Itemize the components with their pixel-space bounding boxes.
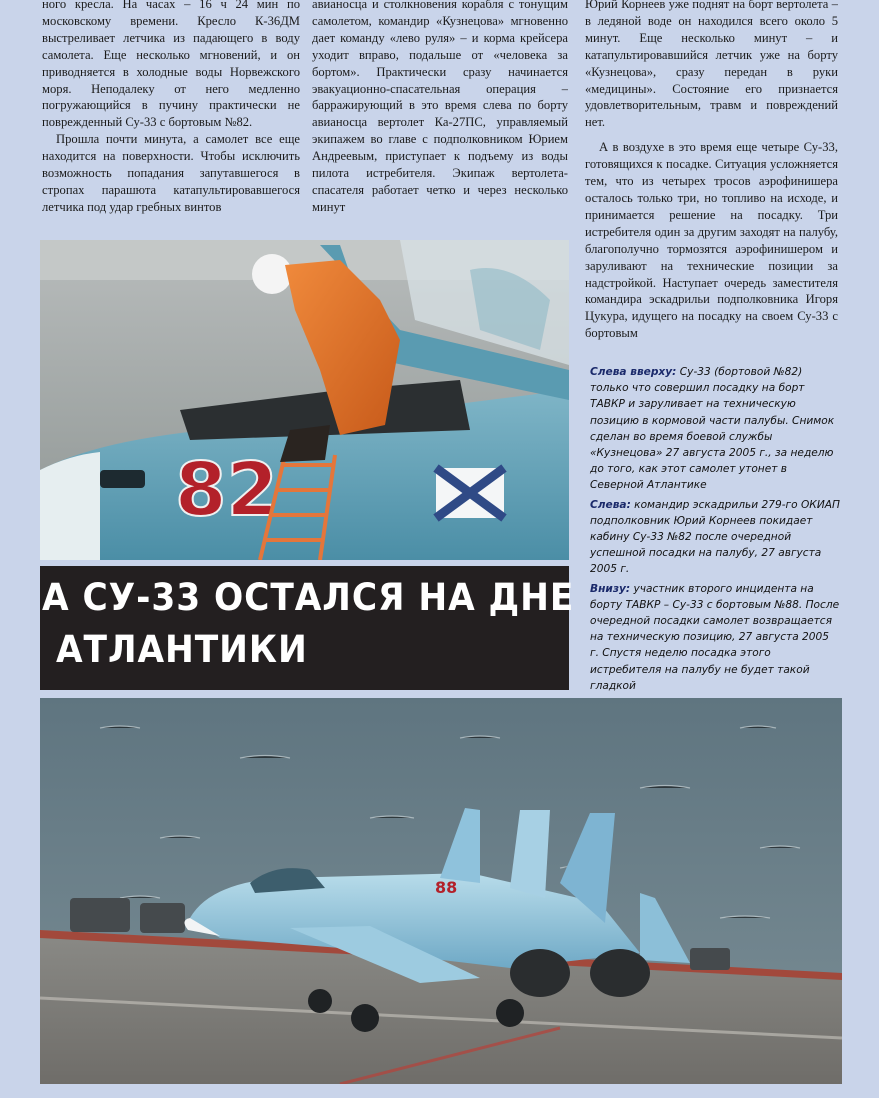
photo-su33-on-deck <box>40 698 842 1084</box>
caption-text: Су-33 (бортовой №82) только что совершил посадку на борт ТАВКР и заруливает на техническую позицию в кормовой части палубы. Снимок сделан во время боевой службы «Кузнецова» 27 августа 2005 г., за неделю до того, как этот самолет утонет в Северной Атлантике <box>590 366 835 492</box>
article-column-3 <box>585 0 838 348</box>
caption-label: Слева: <box>590 498 631 511</box>
caption-top-left <box>590 364 840 494</box>
photo-pilot-exiting-cockpit <box>40 240 569 560</box>
paragraph: авианосца и столкновения корабля с тонущим самолетом, командир «Кузнецова» мгновенно дает команду «лево руля» – и корма крейсера уходит вправо, подальше от «человека за бортом». Практически сразу начинается эвакуационно-спасательная операция – барражирующий в это время слева по борту авианосца вертолет Ка-27ПС, управляемый экипажем во главе с подполковником Юрием Андреевым, приступает к подъему из воды пилота истребителя. Экипаж вертолета-спасателя работает четко и через несколько минут <box>312 0 568 214</box>
caption-left <box>590 497 840 578</box>
headline-line-2: АТЛАНТИКИ <box>56 628 308 671</box>
tail-number: 88 <box>435 878 458 897</box>
caption-text: командир эскадрильи 279-го ОКИАП подполковник Юрий Корнеев покидает кабину Су-33 №82 после очередной успешной посадки на палубу, 27 августа 2005 г. <box>590 498 840 576</box>
paragraph: Прошла почти минута, а самолет все еще находится на поверхности. Чтобы исключить возможность попадания запутавшегося в стропах парашюта катапультировавшегося летчика под удар гребных винтов <box>42 132 300 214</box>
article-column-2 <box>312 0 568 234</box>
paragraph: А в воздухе в это время еще четыре Су-33, готовящихся к посадке. Ситуация усложняется тем, что из четырех тросов аэрофинишера осталось только три, но топливо на исходе, и принимается решение на посадку. Три истребителя один за другим заходят на палубу, благополучно тормозятся аэрофинишером и заруливают на технические позиции за надстройкой. Наступает очередь заместителя командира эскадрильи подполковника Игоря Цукура, идущего на посадку на своем Су-33 с бортовым <box>585 140 838 341</box>
caption-text: участник второго инцидента на борту ТАВКР – Су-33 с бортовым №88. После очередной посадки самолет возвращается на техническую позицию, 27 августа 2005 г. Спустя неделю посадка этого истребителя на палубу не будет такой гладкой <box>590 582 840 692</box>
article-headline <box>40 566 575 690</box>
caption-bottom <box>590 581 840 694</box>
article-column-1 <box>42 0 300 234</box>
headline-line-1: А СУ-33 ОСТАЛСЯ НА ДНЕ <box>42 576 575 619</box>
paragraph: ного кресла. На часах – 16 ч 24 мин по московскому времени. Кресло К-36ДМ выстреливает летчика из падающего в воду самолета. Еще несколько мгновений, и он приводняется в холодные воды Норвежского моря. Неподалеку от него медленно погружающийся в пучину практически не поврежденный Су-33 с бортовым №82. <box>42 0 300 130</box>
photo-captions <box>590 364 840 697</box>
caption-label: Внизу: <box>590 582 631 595</box>
photo-illustration <box>40 240 569 560</box>
paragraph: Юрий Корнеев уже поднят на борт вертолета – в ледяной воде он находился всего около 5 минут. Еще несколько минут – и катапультировавшийся летчик уже на борту «Кузнецова», сразу передан в руки «медицины». Состояние его признается удовлетворительным, травм и повреждений нет. <box>585 0 838 130</box>
caption-label: Слева вверху: <box>590 366 677 378</box>
photo-illustration <box>40 698 842 1084</box>
tail-number: 82 <box>175 447 278 533</box>
